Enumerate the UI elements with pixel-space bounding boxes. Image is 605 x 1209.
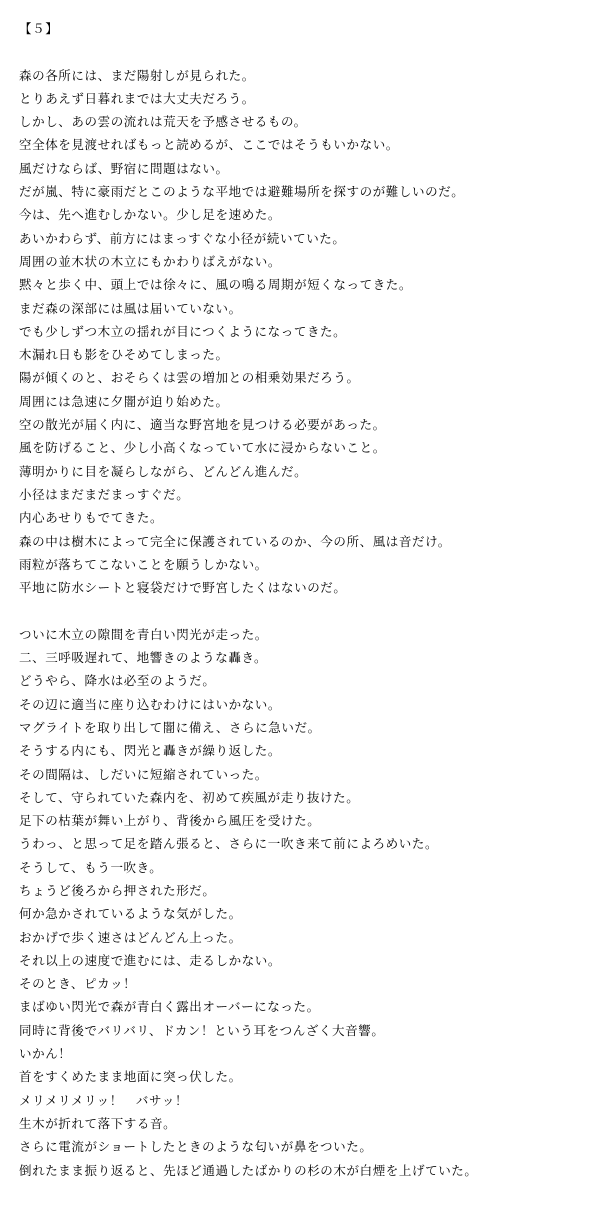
text-line: あいかわらず、前方にはまっすぐな小径が続いていた。 xyxy=(19,230,346,246)
text-line: さらに電流がショートしたときのような匂いが鼻をついた。 xyxy=(19,1139,373,1155)
paragraph-2 xyxy=(19,623,599,1182)
text-line: 薄明かりに目を凝らしながら、どんどん進んだ。 xyxy=(19,463,308,479)
text-line: 小径はまだまだまっすぐだ。 xyxy=(19,486,190,502)
text-line: 内心あせりもでてきた。 xyxy=(19,510,164,526)
text-line: でも少しずつ木立の揺れが目につくようになってきた。 xyxy=(19,323,347,339)
text-line: そうする内にも、閃光と轟きが繰り返した。 xyxy=(19,743,282,759)
text-line: 平地に防水シートと寝袋だけで野宮したくはないのだ。 xyxy=(19,580,347,596)
text-line: 二、三呼吸遅れて、地響きのような轟き。 xyxy=(19,650,268,666)
text-line: 足下の枯葉が舞い上がり、背後から風圧を受けた。 xyxy=(19,813,321,829)
text-line: 雨粒が落ちてこないことを願うしかない。 xyxy=(19,556,268,572)
text-line: しかし、あの雲の流れは荒天を予感させるもの。 xyxy=(19,114,307,130)
text-line: その間隔は、しだいに短縮されていった。 xyxy=(19,766,268,782)
text-line: 生木が折れて落下する音。 xyxy=(19,1115,177,1131)
text-line: ついに木立の隙間を青白い閃光が走った。 xyxy=(19,626,268,642)
text-line: 森の各所には、まだ陽射しが見られた。 xyxy=(19,67,255,83)
text-line: だが嵐、特に豪雨だとこのような平地では避難場所を探すのが難しいのだ。 xyxy=(19,184,465,200)
text-line: 首をすくめたまま地面に突っ伏した。 xyxy=(19,1069,242,1085)
text-line: 森の中は樹木によって完全に保護されているのか、今の所、風は音だけ。 xyxy=(19,533,451,549)
text-line: ちょうど後ろから押された形だ。 xyxy=(19,882,216,898)
text-line: 倒れたまま振り返ると、先ほど通過したばかりの杉の木が白煙を上げていた。 xyxy=(19,1162,478,1178)
chapter-heading: 【５】 xyxy=(19,21,59,36)
paragraph-1 xyxy=(19,64,599,600)
text-line: まだ森の深部には風は届いていない。 xyxy=(19,300,242,316)
text-line: そうして、もう一吹き。 xyxy=(19,859,163,875)
text-line: 周囲の並木状の木立にもかわりばえがない。 xyxy=(19,253,282,269)
text-line: 木漏れ日も影をひそめてしまった。 xyxy=(19,347,229,363)
text-line: 風だけならば、野宿に問題はない。 xyxy=(19,160,229,176)
blank-line xyxy=(19,599,599,622)
text-line: とりあえず日暮れまでは大丈夫だろう。 xyxy=(19,90,255,106)
text-line: うわっ、と思って足を踏ん張ると、さらに一吹き来て前によろめいた。 xyxy=(19,836,439,852)
text-line: その辺に適当に座り込むわけにはいかない。 xyxy=(19,696,282,712)
blank-line xyxy=(19,40,599,63)
text-line: 空の散光が届く内に、適当な野宮地を見つける必要があった。 xyxy=(19,417,386,433)
text-line: 空全体を見渡せればもっと読めるが、ここではそうもいかない。 xyxy=(19,137,399,153)
text-line: どうやら、降水は必至のようだ。 xyxy=(19,673,216,689)
document-page xyxy=(19,17,599,1182)
text-line: マグライトを取り出して闇に備え、さらに急いだ。 xyxy=(19,719,321,735)
text-line: 今は、先へ進むしかない。少し足を速めた。 xyxy=(19,207,282,223)
text-line: 風を防げること、少し小高くなっていて水に浸からないこと。 xyxy=(19,440,386,456)
text-line: 陽が傾くのと、おそらくは雲の増加との相乗効果だろう。 xyxy=(19,370,360,386)
text-line: 周囲には急速に夕闇が迫り始めた。 xyxy=(19,393,229,409)
text-line: 何か急かされているような気がした。 xyxy=(19,906,242,922)
text-line: メリメリメリッ！ バサッ！ xyxy=(19,1092,189,1108)
text-line: それ以上の速度で進むには、走るしかない。 xyxy=(19,952,282,968)
text-line: おかげで歩く速さはどんどん上った。 xyxy=(19,929,242,945)
text-line: いかん！ xyxy=(19,1046,72,1062)
text-line: そして、守られていた森内を、初めて疾風が走り抜けた。 xyxy=(19,789,360,805)
text-line: 黙々と歩く中、頭上では徐々に、風の鳴る周期が短くなってきた。 xyxy=(19,277,413,293)
text-line: そのとき、ピカッ！ xyxy=(19,976,137,992)
text-line: 同時に背後でバリバリ、ドカン！という耳をつんざく大音響。 xyxy=(19,1022,385,1038)
text-line: まばゆい閃光で森が青白く露出オーバーになった。 xyxy=(19,999,320,1015)
